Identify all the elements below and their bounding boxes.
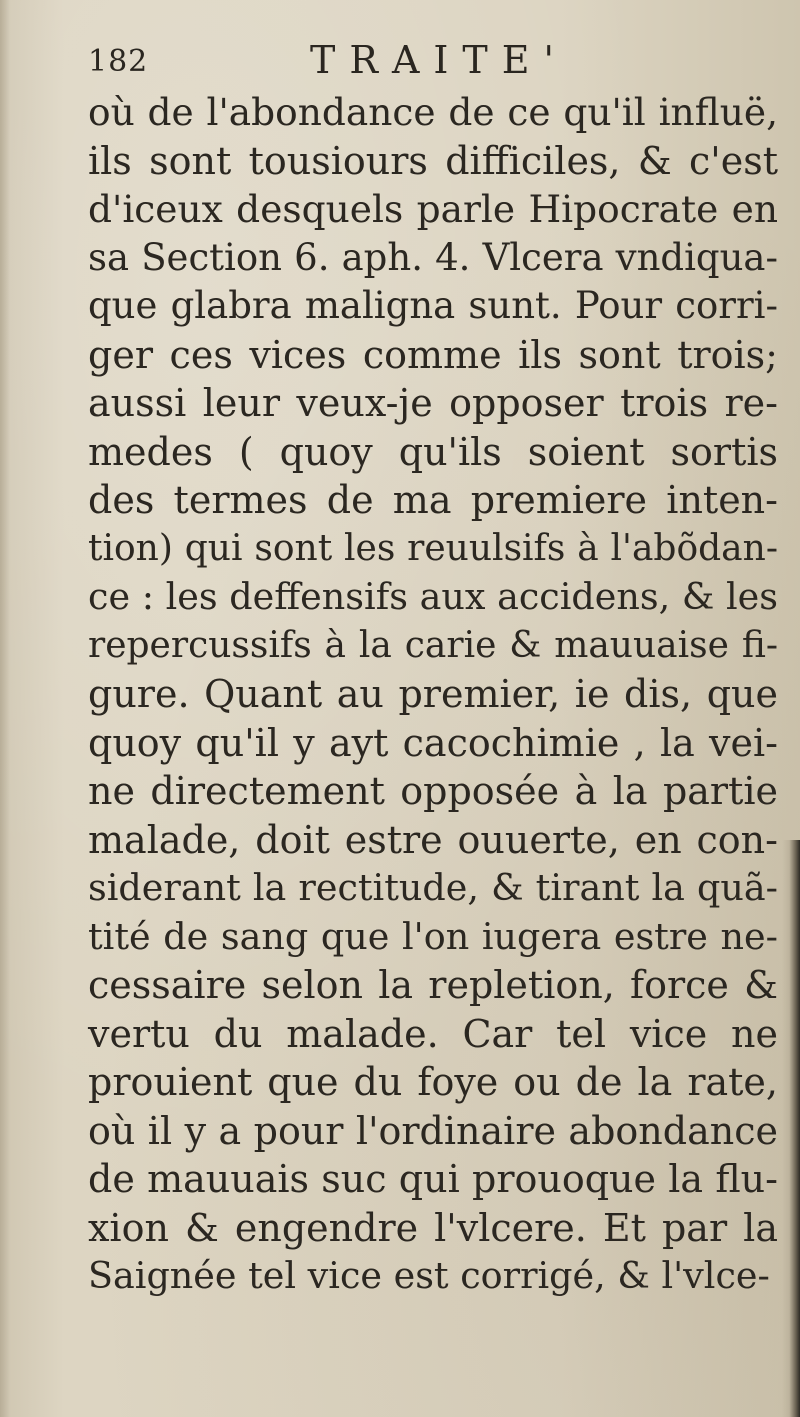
body-text xyxy=(88,88,778,1301)
text-line: medes ( quoy qu'ils soient sortis xyxy=(88,429,778,474)
text-line: tion) qui sont les reuulsifs à l'abõdan- xyxy=(88,527,778,569)
text-line: aussi leur veux-je opposer trois re- xyxy=(88,381,778,425)
text-line: ils sont tousiours difficiles, & c'est xyxy=(88,138,778,183)
text-line: vertu du malade. Car tel vice ne xyxy=(88,1011,778,1056)
text-line: de mauuais suc qui prouoque la flu- xyxy=(88,1157,778,1201)
text-line: ce : les deffensifs aux accidens, & les xyxy=(88,575,778,618)
text-line: cessaire selon la repletion, force & xyxy=(88,963,778,1007)
text-line: d'iceux desquels parle Hipocrate en xyxy=(88,187,778,231)
text-line: malade, doit estre ouuerte, en con- xyxy=(88,817,778,862)
text-line: ne directement opposée à la partie xyxy=(88,769,778,813)
text-line: xion & engendre l'vlcere. Et par la xyxy=(88,1205,778,1250)
text-line: repercussifs à la carie & mauuaise fi- xyxy=(88,624,778,666)
running-title: TRAITE' xyxy=(310,38,568,82)
page-header xyxy=(88,38,728,94)
text-line: gure. Quant au premier, ie dis, que xyxy=(88,672,778,716)
text-line: des termes de ma premiere inten- xyxy=(88,478,778,522)
page-left-shadow xyxy=(0,0,10,1417)
page-right-edge xyxy=(782,840,800,1417)
text-line: siderant la rectitude, & tirant la quã- xyxy=(88,866,778,909)
text-line: où de l'abondance de ce qu'il influë, xyxy=(88,90,778,134)
text-line: prouient que du foye ou de la rate, xyxy=(88,1060,778,1104)
text-line: où il y a pour l'ordinaire abondance xyxy=(88,1108,778,1153)
text-line: Saignée tel vice est corrigé, & l'vlce- xyxy=(88,1254,770,1297)
text-line: tité de sang que l'on iugera estre ne- xyxy=(88,914,778,958)
page-number: 182 xyxy=(88,44,149,79)
text-line: sa Section 6. aph. 4. Vlcera vndiqua- xyxy=(88,235,778,279)
text-line: ger ces vices comme ils sont trois; xyxy=(88,332,778,377)
text-line: que glabra maligna sunt. Pour corri- xyxy=(88,284,778,327)
text-line: quoy qu'il y ayt cacochimie , la vei- xyxy=(88,720,778,765)
